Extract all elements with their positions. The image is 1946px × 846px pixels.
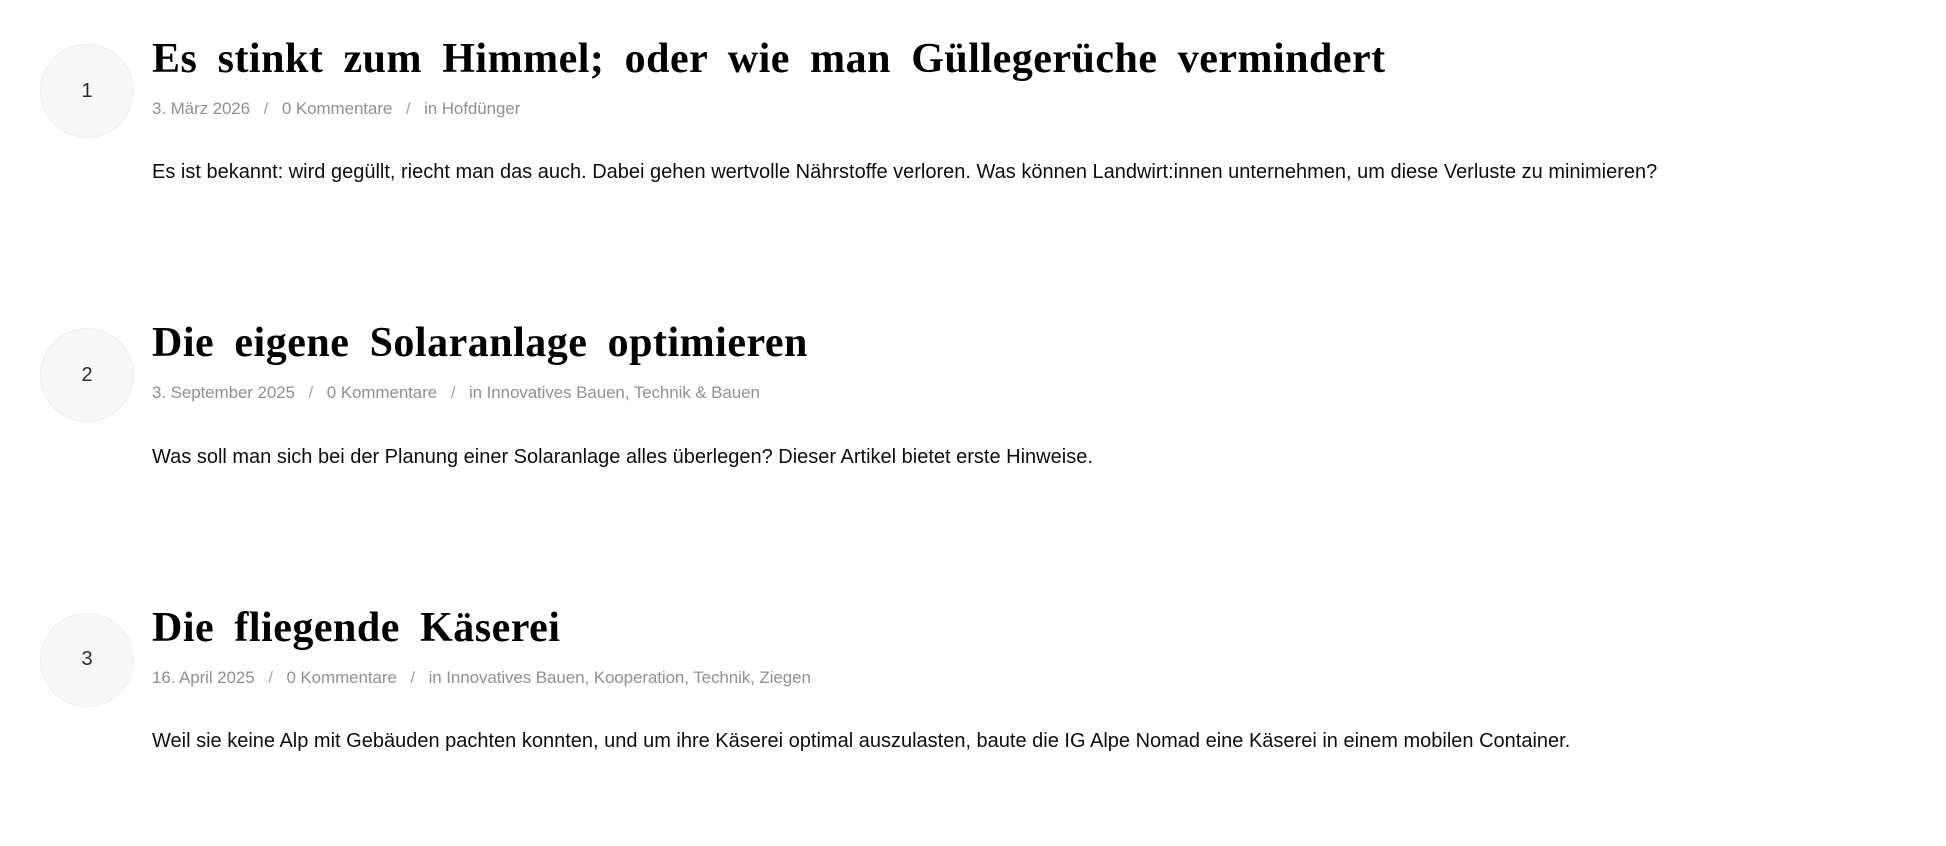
category-prefix: in — [424, 98, 442, 118]
post-title-link[interactable]: Es stinkt zum Himmel; oder wie man Güllegerüche vermindert — [152, 36, 1386, 82]
post-title-link[interactable]: Die fliegende Käserei — [152, 604, 561, 651]
meta-separator: / — [450, 383, 456, 403]
meta-separator: / — [263, 98, 269, 118]
post-date: 3. März 2026 — [152, 98, 251, 118]
category-prefix: in — [428, 667, 447, 687]
post-title-link[interactable]: Die eigene Solaranlage optimieren — [152, 320, 808, 367]
post-content — [152, 30, 1657, 196]
comments-link[interactable]: 0 Kommentare — [326, 383, 438, 403]
category-links[interactable]: Innovatives Bauen, Kooperation, Technik, Ziegen — [446, 667, 811, 687]
comments-link[interactable]: 0 Kommentare — [286, 667, 397, 687]
post-content — [152, 599, 1570, 765]
post-number-badge — [40, 44, 134, 138]
post-entry — [40, 30, 1930, 196]
meta-separator: / — [410, 667, 415, 687]
post-excerpt: Was soll man sich bei der Planung einer Solaranlage alles überlegen? Dieser Artikel bietet erste Hinweise. — [152, 445, 1093, 468]
meta-separator: / — [308, 383, 314, 403]
post-excerpt: Es ist bekannt: wird gegüllt, riecht man das auch. Dabei gehen wertvolle Nährstoffe verloren. Was können Landwirt:innen unternehmen, um diese Verluste zu minimieren? — [152, 161, 1658, 184]
post-excerpt: Weil sie keine Alp mit Gebäuden pachten konnten, und um ihre Käserei optimal auszulasten, baute die IG Alpe Nomad eine Käserei in einem mobilen Container. — [152, 730, 1571, 753]
post-number: 2 — [81, 363, 93, 386]
meta-separator: / — [268, 667, 273, 687]
category-links[interactable]: Innovatives Bauen, Technik & Bauen — [486, 383, 760, 403]
post-meta — [152, 381, 1093, 406]
post-number-badge — [40, 613, 134, 707]
post-entry — [40, 599, 1930, 765]
post-number: 3 — [81, 648, 93, 671]
post-content — [152, 314, 1093, 480]
comments-link[interactable]: 0 Kommentare — [281, 98, 393, 118]
category-prefix: in — [468, 383, 487, 403]
post-date: 3. September 2025 — [152, 383, 295, 403]
post-meta — [152, 97, 1657, 122]
post-meta — [152, 666, 1570, 691]
post-entry — [40, 314, 1930, 480]
meta-separator: / — [405, 98, 411, 118]
post-number: 1 — [81, 79, 93, 102]
category-links[interactable]: Hofdünger — [441, 98, 521, 118]
post-date: 16. April 2025 — [152, 667, 255, 687]
post-number-badge — [40, 328, 134, 422]
